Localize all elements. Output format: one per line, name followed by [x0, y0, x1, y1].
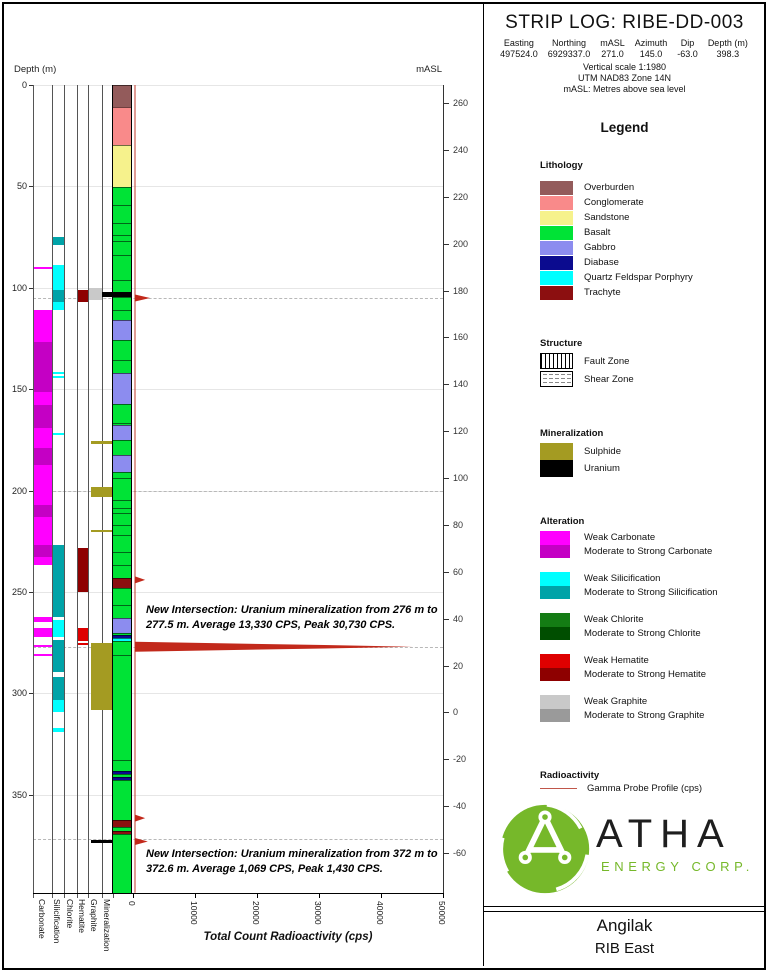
- masl-tick-label: 180: [453, 285, 469, 296]
- carbonate-swatch: [540, 531, 570, 558]
- collar-field-label: Depth (m): [707, 38, 748, 48]
- collar-field-value: -63.0: [677, 48, 698, 59]
- track-line: [64, 85, 65, 898]
- collar-field-label: Azimuth: [634, 38, 668, 48]
- legend-alteration-labels: [584, 531, 712, 558]
- legend-alteration-labels: [584, 613, 701, 640]
- lithology-interval: [113, 513, 131, 525]
- masl-tick-label: 40: [453, 613, 464, 624]
- track-label: Graphite: [89, 898, 99, 932]
- depth-tick-label: 50: [16, 181, 27, 192]
- alteration-mark-carbonate: [34, 392, 52, 405]
- legend-structure-row: [540, 371, 634, 387]
- uranium-swatch: [540, 460, 573, 477]
- legend-structure-items: [540, 353, 634, 389]
- lithology-interval: [113, 255, 131, 280]
- logo-subtitle: ENERGY CORP.: [601, 859, 754, 874]
- weak-graphite-swatch: [540, 695, 570, 709]
- collar-field-value: 6929337.0: [547, 48, 591, 59]
- masl-tick-label: 20: [453, 660, 464, 671]
- gamma-spike: [135, 576, 145, 583]
- mineralization-mark-sulphide: [91, 441, 112, 444]
- header-note: Vertical scale 1:1980: [582, 62, 667, 72]
- logo-wordmark: ATHA: [596, 812, 732, 856]
- mineralization-mark-sulphide: [91, 643, 112, 710]
- lithology-interval: [113, 223, 131, 235]
- strong-label: Moderate to Strong Graphite: [584, 709, 705, 721]
- lithology-interval: [113, 760, 131, 771]
- lithology-interval: [113, 655, 131, 760]
- quartz-feldspar-porphyry-swatch: [540, 271, 573, 285]
- legend-alteration-labels: [584, 572, 718, 599]
- conglomerate-swatch: [540, 196, 573, 210]
- legend-item-label: Basalt: [584, 227, 611, 238]
- alteration-mark-carbonate: [34, 310, 52, 342]
- legend-item-label: Gabbro: [584, 242, 616, 253]
- gabbro-swatch: [540, 241, 573, 255]
- legend-lithology-items: [540, 180, 693, 300]
- legend-lithology-row: [540, 285, 693, 300]
- lithology-interval: [113, 605, 131, 618]
- weak-label: Weak Chlorite: [584, 614, 644, 625]
- weak-label: Weak Graphite: [584, 696, 648, 707]
- lithology-interval: [113, 641, 131, 655]
- footer-divider-2: [484, 911, 765, 912]
- legend-alteration-items: [540, 531, 718, 736]
- legend-lithology-row: [540, 240, 693, 255]
- collar-field: [708, 38, 748, 59]
- alteration-mark-silicification: [53, 640, 64, 672]
- strong-label: Moderate to Strong Hematite: [584, 668, 706, 680]
- radio-tick-label: 10000: [189, 900, 199, 925]
- mineralization-mark-uranium: [102, 292, 131, 297]
- lithology-interval: [113, 340, 131, 360]
- lithology-interval: [113, 500, 131, 508]
- lithology-interval: [113, 565, 131, 578]
- radio-axis-tick: [443, 893, 444, 898]
- lithology-interval: [113, 578, 131, 588]
- fault-zone-swatch: [540, 353, 573, 369]
- depth-tick-label: 300: [11, 688, 27, 699]
- alteration-mark-silicification: [53, 237, 64, 245]
- radio-tick-label: 20000: [251, 900, 261, 925]
- masl-tick-label: 240: [453, 144, 469, 155]
- header-note: mASL: Metres above sea level: [563, 84, 686, 94]
- legend-mineralization-row: [540, 443, 621, 460]
- gamma-line-sample: [540, 788, 577, 789]
- collar-field: [548, 38, 591, 59]
- masl-tick-label: -40: [453, 801, 467, 812]
- legend-radioactivity-title: Radioactivity: [540, 770, 600, 781]
- weak-silicification-swatch: [540, 572, 570, 586]
- header-note: UTM NAD83 Zone 14N: [577, 73, 672, 83]
- legend-item-label: Overburden: [584, 182, 635, 193]
- lithology-column-border-left: [112, 85, 113, 893]
- legend-alteration-group: [540, 654, 718, 681]
- legend-item-label: Quartz Feldspar Porphyry: [584, 272, 693, 283]
- strong-label: Moderate to Strong Carbonate: [584, 545, 713, 557]
- masl-tick-label: -20: [453, 754, 467, 765]
- legend-lithology-row: [540, 180, 693, 195]
- radio-tick-label: 50000: [437, 900, 447, 925]
- lithology-column-border-right: [131, 85, 132, 893]
- footer-divider-1: [484, 906, 765, 907]
- lithology-interval: [113, 404, 131, 423]
- alteration-mark-carbonate: [34, 428, 52, 448]
- lithology-interval: [113, 618, 131, 633]
- lithology-interval: [113, 310, 131, 320]
- collar-field-value: 145.0: [639, 48, 663, 59]
- legend-item-label: Sandstone: [584, 212, 630, 223]
- track-label: Silicification: [52, 898, 62, 944]
- collar-field-label: Dip: [680, 38, 695, 48]
- project-name: Angilak: [596, 916, 653, 935]
- legend-alteration-group: [540, 613, 718, 640]
- x-axis-title: Total Count Radioactivity (cps): [203, 931, 373, 943]
- legend-alteration-group: [540, 531, 718, 558]
- track-label: Hematite: [76, 898, 87, 933]
- collar-field: [677, 38, 698, 59]
- collar-fields: [488, 38, 760, 59]
- lithology-interval: [113, 440, 131, 455]
- masl-tick-label: 120: [453, 426, 469, 437]
- alteration-mark-carbonate: [34, 505, 52, 517]
- alteration-mark-carbonate: [34, 654, 52, 656]
- alteration-mark-hematite: [78, 290, 88, 302]
- legend-mineralization-title: Mineralization: [540, 428, 604, 439]
- alteration-mark-silicification: [53, 376, 64, 378]
- hematite-swatch: [540, 654, 570, 681]
- alteration-mark-hematite: [78, 643, 88, 645]
- track-label: Chlorite: [64, 898, 75, 929]
- track-line: [77, 85, 78, 898]
- collar-field-value: 398.3: [716, 48, 740, 59]
- alteration-mark-carbonate: [34, 342, 52, 392]
- diabase-swatch: [540, 256, 573, 270]
- track-label: Carbonate: [36, 898, 47, 939]
- legend-item-label: Conglomerate: [584, 197, 644, 208]
- alteration-mark-silicification: [53, 265, 64, 290]
- depth-tick-label: 100: [11, 282, 27, 293]
- alteration-mark-carbonate: [34, 448, 52, 465]
- masl-tick-label: 100: [453, 473, 469, 483]
- alteration-mark-silicification: [53, 545, 64, 617]
- strong-silicification-swatch: [540, 586, 570, 600]
- legend-lithology-row: [540, 255, 693, 270]
- legend-lithology-row: [540, 210, 693, 225]
- masl-axis-line: [443, 85, 444, 893]
- trachyte-swatch: [540, 286, 573, 300]
- annotation-intersection-1: New Intersection: Uranium mineralization from 276 m to 277.5 m. Average 13,330 CPS, Peak 30,730 CPS.: [146, 604, 438, 631]
- atha-logo-icon: [498, 802, 592, 896]
- gamma-spike: [135, 815, 145, 822]
- lithology-interval: [113, 320, 131, 340]
- overburden-swatch: [540, 181, 573, 195]
- alteration-mark-silicification: [53, 433, 64, 435]
- gamma-line-label: Gamma Probe Profile (cps): [587, 783, 703, 794]
- lithology-interval: [113, 525, 131, 535]
- mineralization-mark-uranium: [91, 840, 112, 843]
- lithology-interval: [113, 780, 131, 820]
- legend-mineralization-items: [540, 443, 621, 477]
- legend-alteration-group: [540, 695, 718, 722]
- basalt-swatch: [540, 226, 573, 240]
- radio-tick-label: 30000: [313, 900, 323, 925]
- graphite-swatch: [540, 695, 570, 722]
- radio-tick-label: 0: [127, 900, 137, 906]
- strong-label: Moderate to Strong Silicification: [584, 586, 718, 598]
- sandstone-swatch: [540, 211, 573, 225]
- strong-hematite-swatch: [540, 668, 570, 682]
- legend-item-label: Trachyte: [584, 287, 621, 298]
- area-name: RIB East: [594, 940, 655, 957]
- sulphide-swatch: [540, 443, 573, 460]
- legend-lithology-row: [540, 270, 693, 285]
- shear-zone-swatch: [540, 371, 573, 387]
- track-line: [52, 85, 53, 898]
- weak-carbonate-swatch: [540, 531, 570, 545]
- masl-axis-title: mASL: [416, 64, 442, 75]
- weak-chlorite-swatch: [540, 613, 570, 627]
- masl-tick-label: 160: [453, 332, 469, 343]
- legend-title: Legend: [600, 120, 649, 135]
- lithology-interval: [113, 552, 131, 565]
- masl-tick-label: 140: [453, 379, 469, 390]
- lithology-interval: [113, 478, 131, 500]
- strong-carbonate-swatch: [540, 545, 570, 559]
- depth-gridline: [33, 389, 443, 390]
- legend-item-label: Diabase: [584, 257, 619, 268]
- legend-alteration-title: Alteration: [540, 516, 585, 527]
- lithology-interval: [113, 455, 131, 472]
- mineralization-mark-sulphide: [91, 530, 112, 532]
- collar-field-label: Northing: [551, 38, 586, 48]
- legend-structure-row: [540, 353, 634, 369]
- weak-label: Weak Silicification: [584, 573, 661, 584]
- collar-field-label: mASL: [600, 38, 625, 48]
- alteration-mark-hematite: [78, 548, 88, 592]
- depth-axis-title: Depth (m): [14, 64, 57, 75]
- weak-label: Weak Hematite: [584, 655, 649, 666]
- masl-tick-label: 260: [453, 98, 469, 108]
- masl-tick-label: 0: [453, 707, 459, 718]
- strong-graphite-swatch: [540, 709, 570, 723]
- lithology-interval: [113, 425, 131, 440]
- depth-tick-label: 200: [11, 485, 27, 496]
- collar-field: [635, 38, 668, 59]
- radio-axis-tick: [381, 893, 382, 898]
- legend-item-label: Sulphide: [584, 446, 621, 457]
- lithology-interval: [113, 241, 131, 255]
- track-label: Mineralization: [101, 898, 112, 952]
- depth-tick-label: 250: [11, 587, 27, 597]
- mineralization-mark-sulphide: [91, 487, 112, 497]
- annotation-intersection-2: New Intersection: Uranium mineralization from 372 m to 372.6 m. Average 1,069 CPS, Peak 1,430 CPS.: [146, 848, 438, 875]
- legend-item-label: Uranium: [584, 463, 620, 474]
- collar-field: [600, 38, 625, 59]
- radio-axis-tick: [133, 893, 134, 898]
- lithology-interval: [113, 297, 131, 310]
- legend-lithology-row: [540, 225, 693, 240]
- lithology-interval: [113, 834, 131, 893]
- legend-alteration-labels: [584, 654, 706, 681]
- lithology-interval: [113, 820, 131, 827]
- alteration-mark-carbonate: [34, 645, 52, 647]
- silicification-swatch: [540, 572, 570, 599]
- legend-lithology-row: [540, 195, 693, 210]
- alteration-mark-carbonate: [34, 557, 52, 565]
- legend-item-label: Shear Zone: [584, 373, 634, 385]
- alteration-mark-carbonate: [34, 465, 52, 505]
- radio-axis-tick: [257, 893, 258, 898]
- legend-alteration-labels: [584, 695, 704, 722]
- alteration-mark-graphite: [89, 288, 102, 300]
- alteration-mark-silicification: [53, 302, 64, 310]
- lithology-interval: [113, 107, 131, 145]
- masl-tick-label: -60: [453, 848, 467, 859]
- depth-gridline: [33, 592, 443, 593]
- depth-tick-label: 350: [11, 789, 27, 800]
- legend-item-label: Fault Zone: [584, 355, 630, 367]
- depth-gridline: [33, 795, 443, 796]
- lithology-interval: [113, 187, 131, 205]
- depth-gridline: [33, 85, 443, 86]
- alteration-mark-silicification: [53, 620, 64, 637]
- legend-alteration-group: [540, 572, 718, 599]
- weak-label: Weak Carbonate: [584, 532, 656, 543]
- alteration-mark-silicification: [53, 290, 64, 302]
- lithology-interval: [113, 360, 131, 373]
- collar-field-value: 271.0: [601, 48, 624, 59]
- masl-tick-label: 80: [453, 519, 464, 530]
- alteration-mark-silicification: [53, 677, 64, 700]
- strong-label: Moderate to Strong Chlorite: [584, 627, 701, 639]
- alteration-mark-carbonate: [34, 405, 52, 428]
- collar-field: [500, 38, 538, 59]
- alteration-mark-carbonate: [34, 517, 52, 545]
- alteration-mark-hematite: [78, 628, 88, 641]
- radio-tick-label: 40000: [375, 900, 385, 925]
- collar-field-label: Easting: [503, 38, 534, 48]
- masl-tick-label: 60: [453, 566, 464, 577]
- alteration-mark-carbonate: [34, 617, 52, 622]
- depth-gridline: [33, 186, 443, 187]
- collar-field-value: 497524.0: [500, 48, 538, 59]
- masl-tick-label: 200: [453, 238, 469, 249]
- lithology-interval: [113, 588, 131, 605]
- alteration-mark-carbonate: [34, 267, 52, 269]
- masl-tick-label: 220: [453, 191, 469, 202]
- legend-radioactivity-item: [540, 783, 702, 794]
- legend-structure-title: Structure: [540, 338, 583, 349]
- radio-axis-tick: [195, 893, 196, 898]
- header-notes: [484, 62, 765, 95]
- alteration-mark-carbonate: [34, 545, 52, 557]
- depth-tick-label: 150: [11, 384, 27, 395]
- strip-log-title: STRIP LOG: RIBE-DD-003: [505, 12, 744, 33]
- alteration-mark-silicification: [53, 372, 64, 374]
- lithology-interval: [113, 205, 131, 223]
- lithology-interval: [113, 85, 131, 107]
- alteration-mark-carbonate: [34, 628, 52, 637]
- chlorite-swatch: [540, 613, 570, 640]
- legend-mineralization-row: [540, 460, 621, 477]
- lithology-interval: [113, 535, 131, 552]
- info-panel: [483, 2, 765, 966]
- lithology-interval: [113, 373, 131, 404]
- track-line: [88, 85, 89, 898]
- alteration-mark-silicification: [53, 728, 64, 732]
- weak-hematite-swatch: [540, 654, 570, 668]
- legend-lithology-title: Lithology: [540, 160, 583, 171]
- depth-tick-label: 0: [21, 80, 27, 90]
- alteration-mark-silicification: [53, 700, 64, 712]
- strong-chlorite-swatch: [540, 627, 570, 641]
- radio-axis-tick: [319, 893, 320, 898]
- lithology-interval: [113, 145, 131, 187]
